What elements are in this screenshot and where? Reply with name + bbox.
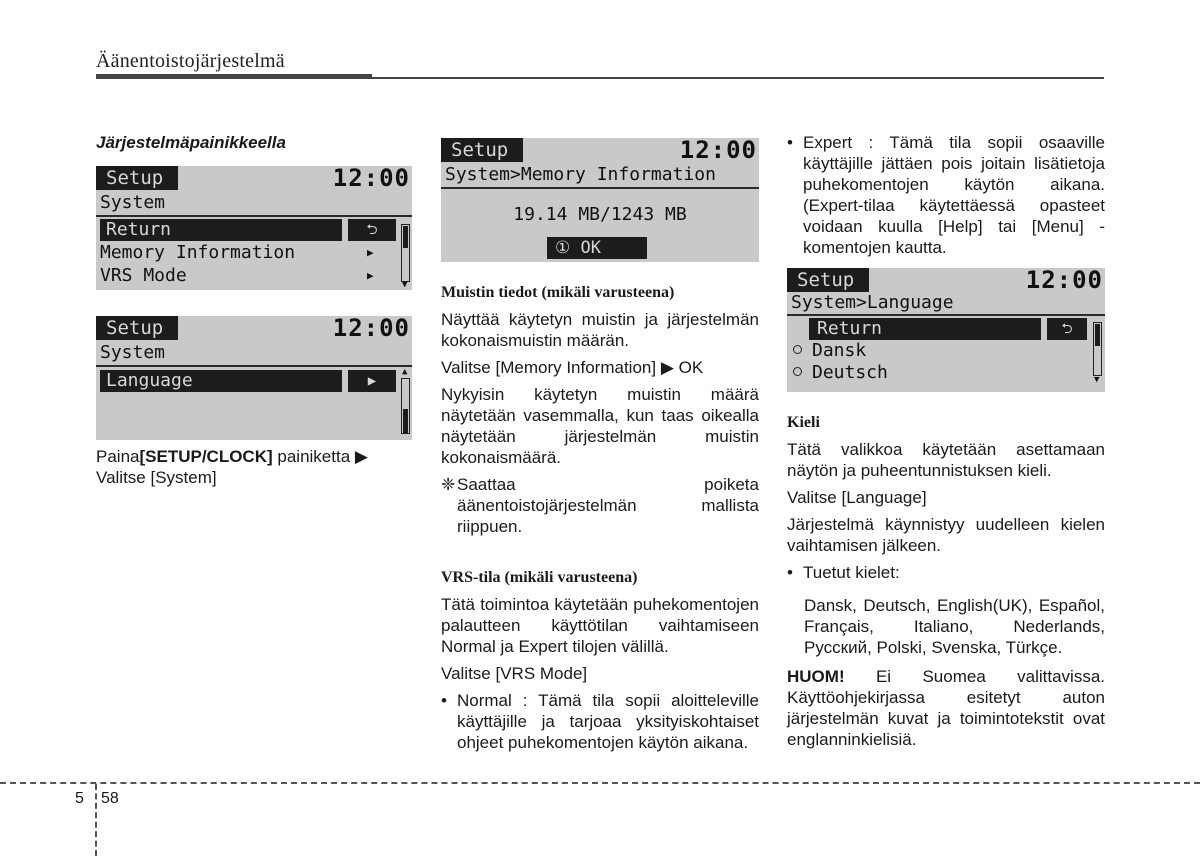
column-middle [441, 282, 759, 753]
lcd-title-rule [96, 365, 412, 367]
bullet-expert-text: Expert : Tämä tila sopii osaaville käyttäjille jättäen pois joitain lisätietoja puhekomentojen käytön aikana. (Expert-tilaa käytettäessä opasteet voidaan kuulla [Help] tai [Menu] -komentojen kautta. [803, 133, 1105, 257]
scroll-up-icon: ▲ [402, 367, 408, 377]
chevron-right-icon: ▶ [348, 370, 396, 392]
bullet-mark: • [787, 563, 793, 582]
lcd-screen-memory-information [441, 138, 759, 262]
caption-post: painiketta ▶ Valitse [System] [96, 447, 368, 487]
column-right-top [787, 132, 1105, 258]
lcd-title-rule [96, 215, 412, 217]
lcd-clock: 12:00 [332, 166, 410, 192]
heading-language: Kieli [787, 414, 820, 431]
para-vrs-desc: Tätä toimintoa käytetään puhekomentojen palautteen käyttötilan vaihtamiseen Normal ja Expert tilojen välillä. [441, 595, 759, 656]
lcd-scrollbar-thumb [403, 226, 408, 248]
para-memory-explain: Nykyisin käytetyn muistin määrä näytetään vasemmalla, kun taas oikealla näytetään järjestelmän muistin kokonaismäärä. [441, 385, 759, 467]
footer-dashed-rule [0, 782, 1200, 784]
lcd-item-return-selected: Return [809, 318, 1041, 340]
scroll-down-icon: ▼ [1094, 375, 1100, 385]
section-number: 5 [75, 790, 84, 807]
note-model-variation [441, 474, 759, 537]
lcd-item-deutsch: Deutsch [793, 362, 888, 384]
para-language-restart: Järjestelmä käynnistyy uudelleen kielen vaihtamisen jälkeen. [787, 515, 1105, 555]
radio-icon [793, 345, 802, 354]
note-text: Ei Suomea valittavissa. Käyttöohjekirjassa esitetyt auton järjestelmän kuvat ja toimintotekstit ovat englanninkielisiä. [787, 667, 1105, 749]
lcd-tab-setup: Setup [96, 316, 178, 340]
bullet-expert-mode [787, 132, 1105, 258]
lcd-title: System [100, 342, 166, 363]
lcd-clock: 12:00 [679, 138, 757, 164]
lcd-title: System>Memory Information [445, 164, 716, 185]
lcd-title-rule [441, 187, 759, 189]
note-bold-label: HUOM! [787, 667, 845, 686]
return-icon: ⮌ [348, 219, 396, 241]
bullet-normal-text: Normal : Tämä tila sopii aloitteleville käyttäjille ja tarjoaa yksityiskohtaiset ohjeet puhekomentojen käytön aikana. [457, 691, 759, 752]
lcd-item-vrs-mode: VRS Mode [100, 265, 187, 286]
lcd-tab-setup: Setup [96, 166, 178, 190]
lcd-scrollbar [401, 224, 410, 282]
para-language-desc: Tätä valikkoa käytetään asettamaan näytön ja puheentunnistuksen kieli. [787, 440, 1105, 480]
footer-vertical-dashed-rule [95, 784, 97, 856]
lcd-title: System [100, 192, 166, 213]
note-mark-icon: ❈ [441, 475, 456, 494]
lcd-screen-system-language [96, 316, 412, 440]
lcd-scrollbar [1093, 322, 1102, 376]
heading-memory-information: Muistin tiedot (mikäli varusteena) [441, 284, 675, 301]
lcd-scrollbar-thumb [1095, 324, 1100, 346]
bullet-mark: • [787, 133, 793, 152]
scroll-down-icon: ▼ [402, 280, 408, 290]
radio-icon [793, 367, 802, 376]
section-heading-system-button: Järjestelmäpainikkeella [96, 133, 286, 152]
para-memory-select: Valitse [Memory Information] ▶ OK [441, 358, 704, 377]
lcd-item-language-selected: Language [100, 370, 342, 392]
page-header-title: Äänentoistojärjestelmä [96, 50, 285, 72]
para-memory-desc: Näyttää käytetyn muistin ja järjestelmän kokonaismuistin määrän. [441, 310, 759, 350]
lcd-item-dansk: Dansk [793, 340, 866, 362]
bullet-mark: • [441, 691, 447, 710]
header-rule-thick [96, 74, 372, 79]
lcd-screen-system-menu [96, 166, 412, 290]
para-language-select: Valitse [Language] [787, 488, 927, 507]
caption-setup-clock [96, 446, 414, 488]
ok-button: ① OK [547, 237, 647, 259]
bullet-supported-text: Tuetut kielet: [803, 563, 900, 582]
caption-setup-clock-key: [SETUP/CLOCK] [139, 447, 273, 466]
column-left [96, 132, 414, 153]
memory-usage-value: 19.14 MB/1243 MB [513, 204, 687, 225]
lcd-tab-setup: Setup [441, 138, 523, 162]
lcd-screen-language [787, 268, 1105, 392]
caption-pre: Paina [96, 447, 140, 466]
lcd-clock: 12:00 [1025, 268, 1103, 294]
note-no-finnish [787, 666, 1105, 750]
bullet-supported-languages [787, 562, 1105, 583]
bullet-normal-mode [441, 690, 759, 753]
lcd-item-memory-information: Memory Information [100, 242, 296, 263]
supported-languages-list: Dansk, Deutsch, English(UK), Español, Français, Italiano, Nederlands, Русский, Polski, Svenska, Türkçe. [804, 596, 1105, 657]
chevron-right-icon: ▶ [367, 269, 374, 282]
lcd-scrollbar [401, 378, 410, 434]
return-icon: ⮌ [1047, 318, 1087, 340]
chevron-right-icon: ▶ [367, 246, 374, 259]
page-number: 58 [101, 790, 119, 807]
para-vrs-select: Valitse [VRS Mode] [441, 664, 588, 683]
note-text: Saattaa poiketa äänentoistojärjestelmän mallista riippuen. [457, 475, 759, 536]
lcd-item-return-selected: Return [100, 219, 342, 241]
lcd-tab-setup: Setup [787, 268, 869, 292]
lcd-scrollbar-thumb [403, 409, 408, 433]
header-rule-thin [372, 77, 1104, 79]
column-right-bottom [787, 412, 1105, 756]
lcd-title: System>Language [791, 292, 954, 313]
heading-vrs-mode: VRS-tila (mikäli varusteena) [441, 569, 638, 586]
lcd-title-rule [787, 314, 1105, 316]
lcd-clock: 12:00 [332, 316, 410, 342]
